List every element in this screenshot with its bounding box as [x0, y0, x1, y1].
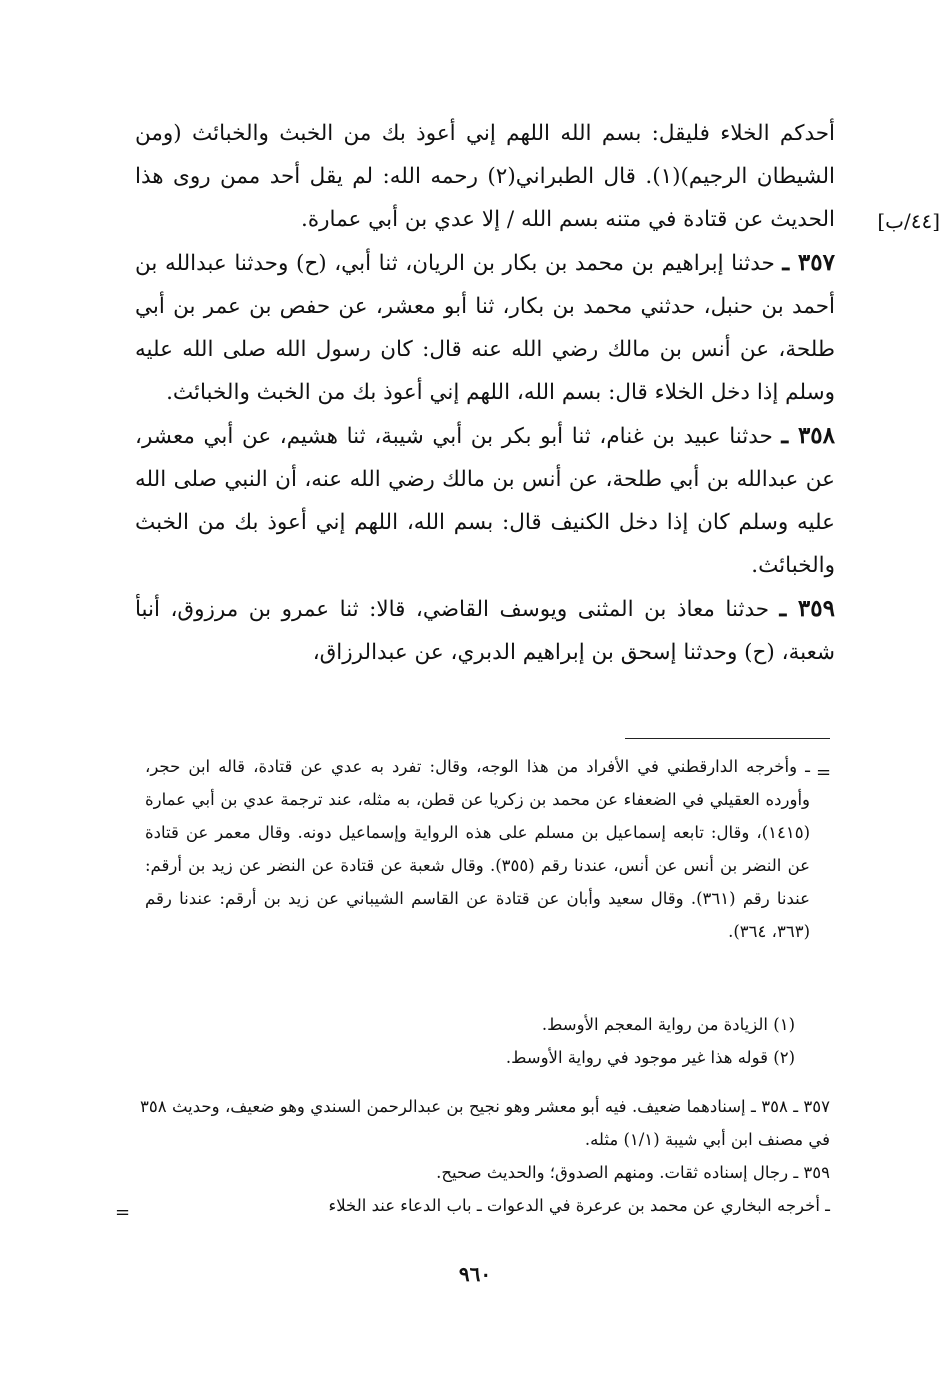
footnote-text: ـ وأخرجه الدارقطني في الأفراد من هذا الوجه، وقال: تفرد به عدي عن قتادة، قاله ابن حجر، وأورده العقيلي في الضعفاء عن محمد بن زكريا عن قطن، به مثله، عند ترجمة عدي بن أبي عمارة (١٤١٥)، وقال: تابعه إسماعيل بن مسلم على هذه الرواية وإسماعيل دونه. وقال معمر عن قتادة عن النضر بن أنس عن أنس، عندنا رقم (٣٥٥). وقال شعبة عن قتادة عن النضر عن زيد بن أرقم: عندنا رقم (٣٦١). وقال سعيد وأبان عن قتادة عن القاسم الشيباني عن زيد بن أرقم: عندنا رقم (٣٦٣، ٣٦٤). — [145, 757, 811, 941]
footnote-separator — [625, 738, 830, 739]
page-number: ٩٦٠ — [458, 1262, 492, 1286]
comment-359: ٣٥٩ ـ رجال إسناده ثقات. ومنهم الصدوق؛ والحديث صحيح. — [436, 1163, 830, 1182]
comment-357-358: ٣٥٧ ـ ٣٥٨ ـ إسنادهما ضعيف. فيه أبو معشر وهو نجيح بن عبدالرحمن السندي وهو ضعيف، وحديث ٣٥٨ في مصنف ابن أبي شيبة (١/١) مثله. — [140, 1097, 830, 1149]
intro-paragraph: أحدكم الخلاء فليقل: بسم الله اللهم إني أعوذ بك من الخبث والخبائث (ومن الشيطان الرجيم)(١). قال الطبراني(٢) رحمه الله: لم يقل أحد ممن روى هذا الحديث عن قتادة في متنه بسم الله / إلا عدي بن أبي عمارة. — [135, 121, 835, 232]
hadith-358 — [135, 414, 835, 587]
folio-marker: [٤٤/ب] — [877, 209, 940, 233]
footnotes-list — [400, 1008, 795, 1074]
footnote-2: (٢) قوله هذا غير موجود في رواية الأوسط. — [505, 1048, 795, 1067]
continuation-mark-end: = — [115, 1202, 131, 1223]
continuation-mark: = — [816, 762, 832, 783]
hadith-359 — [135, 587, 835, 674]
hadith-text: حدثنا معاذ بن المثنى ويوسف القاضي، قالا: ثنا عمرو بن مرزوق، أنبأ شعبة، (ح) وحدثنا إسحق بن إبراهيم الدبري، عن عبدالرزاق، — [135, 597, 835, 665]
hadith-number: ٣٥٨ ـ — [781, 422, 835, 449]
hadith-number: ٣٥٧ ـ — [782, 249, 835, 276]
hadith-text: حدثنا عبيد بن غنام، ثنا أبو بكر بن أبي شيبة، ثنا هشيم، عن أبي معشر، عن عبدالله بن أبي طلحة، عن أنس بن مالك رضي الله عنه، أن النبي صلى الله عليه وسلم كان إذا دخل الكنيف قال: بسم الله، اللهم إني أعوذ بك من الخبث والخبائث. — [135, 424, 835, 578]
main-text — [135, 112, 835, 674]
hadith-357 — [135, 241, 835, 414]
footnote-1: (١) الزيادة من رواية المعجم الأوسط. — [541, 1015, 795, 1034]
hadith-text: حدثنا إبراهيم بن محمد بن بكار بن الريان، ثنا أبي، (ح) وحدثنا عبدالله بن أحمد بن حنبل، حدثني محمد بن بكار، ثنا أبو معشر، عن حفص بن عمر بن أبي طلحة، عن أنس بن مالك رضي الله عنه قال: كان رسول الله صلى الله عليه وسلم إذا دخل الخلاء قال: بسم الله، اللهم إني أعوذ بك من الخبث والخبائث. — [135, 251, 835, 405]
hadith-number: ٣٥٩ ـ — [779, 595, 835, 622]
comment-359-continued: ـ أخرجه البخاري عن محمد بن عرعرة في الدعوات ـ باب الدعاء عند الخلاء — [328, 1196, 830, 1215]
footnote-continuation — [145, 750, 810, 948]
hadith-comments — [140, 1090, 830, 1222]
